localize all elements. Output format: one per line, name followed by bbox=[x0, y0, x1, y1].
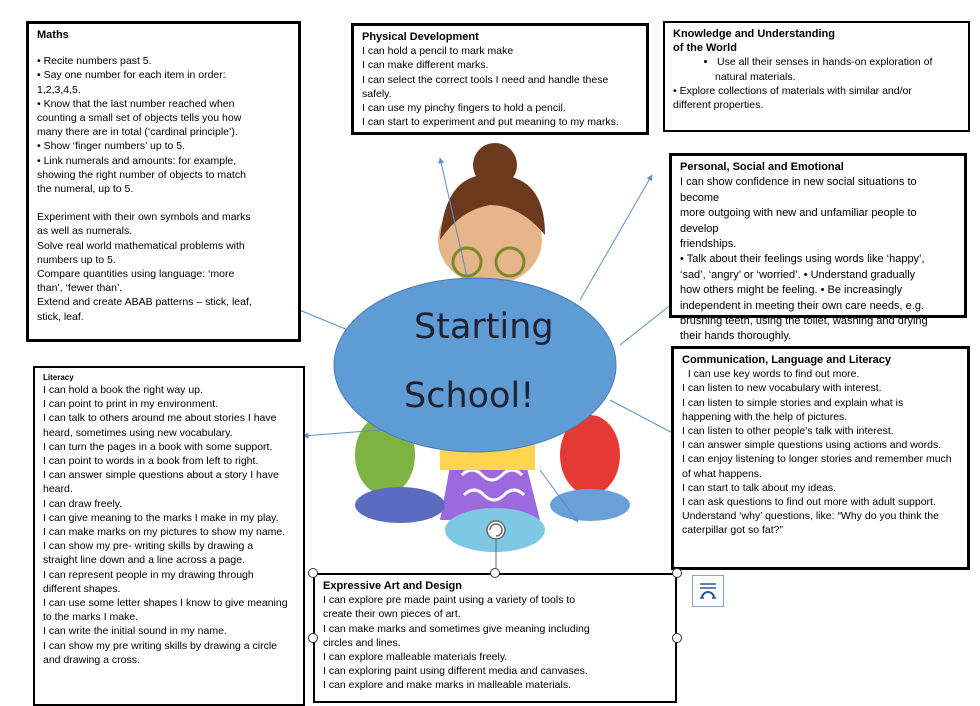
resize-handle-middle-left[interactable] bbox=[308, 633, 318, 643]
cll-line: I can listen to simple stories and explain what is bbox=[682, 396, 904, 409]
literacy-line: I can point to words in a book from left to right. bbox=[43, 455, 259, 468]
cll-line: of what happens. bbox=[682, 467, 762, 480]
physical-title: Physical Development bbox=[362, 31, 479, 43]
pse-line: how others might be feeling. • Be increasingly bbox=[680, 284, 903, 297]
literacy-line: I can show my pre writing skills by drawing a circle bbox=[43, 639, 277, 652]
maths-list bbox=[37, 54, 290, 324]
knowledge-understanding-box bbox=[663, 21, 970, 132]
physical-development-box bbox=[351, 23, 649, 135]
literacy-line: I can make marks on my pictures to show my name. bbox=[43, 526, 286, 539]
maths-line: showing the right number of objects to match bbox=[37, 168, 246, 181]
kuw-bullet-cont: natural materials. bbox=[715, 70, 796, 83]
pse-line: I can show confidence in new social situations to become bbox=[680, 176, 920, 204]
resize-handle-top-center[interactable] bbox=[490, 568, 500, 578]
literacy-line: I can give meaning to the marks I make in my play. bbox=[43, 511, 279, 524]
resize-handle-top-left[interactable] bbox=[308, 568, 318, 578]
ead-line: I can explore malleable materials freely. bbox=[323, 651, 508, 664]
kuw-title-line2: of the World bbox=[673, 42, 737, 55]
kuw-line: • Explore collections of materials with similar and/or bbox=[673, 84, 912, 97]
center-title-line1: Starting bbox=[414, 307, 554, 347]
maths-line: counting a small set of objects tells you how bbox=[37, 112, 242, 125]
literacy-line: straight line down and a line across a page. bbox=[43, 554, 245, 567]
maths-line: Compare quantities using language: ‘more bbox=[37, 268, 235, 281]
ead-line: create their own pieces of art. bbox=[323, 608, 461, 621]
cll-line: I can use key words to find out more. bbox=[682, 368, 860, 381]
literacy-line: different shapes. bbox=[43, 582, 121, 595]
literacy-line: I can turn the pages in a book with some support. bbox=[43, 440, 273, 453]
literacy-line: heard, sometimes using new vocabulary. bbox=[43, 426, 233, 439]
pse-line: friendships. bbox=[680, 238, 737, 251]
physical-line: I can make different marks. bbox=[362, 59, 489, 72]
literacy-line: and drawing a cross. bbox=[43, 653, 140, 666]
personal-social-emotional-box bbox=[669, 153, 967, 343]
literacy-line: to the marks I make. bbox=[43, 611, 139, 624]
physical-line: I can use my pinchy fingers to hold a pencil. bbox=[362, 102, 566, 115]
physical-line: safely. bbox=[362, 87, 392, 100]
cll-line: I can start to talk about my ideas. bbox=[682, 481, 837, 494]
ead-line: I can explore and make marks in malleable materials. bbox=[323, 679, 572, 692]
ead-title: Expressive Art and Design bbox=[323, 580, 462, 592]
expressive-art-design-box[interactable] bbox=[313, 573, 677, 703]
cll-line: I can ask questions to find out more with adult support. bbox=[682, 496, 936, 509]
literacy-line: I can write the initial sound in my name. bbox=[43, 625, 227, 638]
literacy-line: I can show my pre- writing skills by drawing a bbox=[43, 540, 254, 553]
maths-line: Extend and create ABAB patterns – stick, leaf, bbox=[37, 296, 252, 309]
kuw-bullet: • Use all their senses in hands-on exploration of bbox=[717, 55, 960, 69]
maths-line: 1,2,3,4,5. bbox=[37, 83, 81, 96]
cll-line: Understand ‘why’ questions, like: “Why do you think the bbox=[682, 510, 939, 523]
maths-line: • Know that the last number reached when bbox=[37, 97, 235, 110]
physical-line: I can select the correct tools I need and handle these bbox=[362, 73, 609, 86]
kuw-title-line1: Knowledge and Understanding bbox=[673, 28, 835, 40]
pse-line: ‘sad’, ‘angry’ or ‘worried’. • Understand gradually bbox=[680, 268, 916, 281]
literacy-line: I can answer simple questions about a story I have bbox=[43, 469, 279, 482]
maths-line: the numeral, up to 5. bbox=[37, 183, 134, 196]
maths-box bbox=[26, 21, 301, 342]
pse-line: independent in meeting their own care needs, e.g. bbox=[680, 299, 924, 312]
center-title-line2: School! bbox=[404, 376, 535, 416]
physical-line: I can hold a pencil to mark make bbox=[362, 45, 514, 58]
pse-title: Personal, Social and Emotional bbox=[680, 161, 844, 173]
literacy-line: I can draw freely. bbox=[43, 497, 123, 510]
resize-handle-top-right[interactable] bbox=[672, 568, 682, 578]
pse-line: • Talk about their feelings using words like ‘happy’, bbox=[680, 253, 925, 266]
pse-line: brushing teeth, using the toilet, washing and drying bbox=[680, 315, 928, 328]
literacy-line: I can use some letter shapes I know to give meaning bbox=[43, 597, 288, 610]
pse-line: more outgoing with new and unfamiliar people to develop bbox=[680, 207, 920, 235]
ead-line: I can explore pre made paint using a variety of tools to bbox=[323, 594, 576, 607]
maths-line: as well as numerals. bbox=[37, 225, 133, 238]
literacy-line: I can talk to others around me about stories I have bbox=[43, 412, 277, 425]
pse-line: their hands thoroughly. bbox=[680, 330, 792, 343]
maths-line: Solve real world mathematical problems with bbox=[37, 239, 245, 252]
ead-line: I can exploring paint using different media and canvases. bbox=[323, 665, 588, 678]
ead-line: I can make marks and sometimes give meaning including bbox=[323, 622, 590, 635]
cll-line: I can listen to other people’s talk with interest. bbox=[682, 425, 894, 438]
rotate-handle-icon[interactable] bbox=[487, 521, 505, 539]
ead-line: circles and lines. bbox=[323, 636, 401, 649]
cll-line: I can enjoy listening to longer stories and remember much bbox=[682, 453, 952, 466]
maths-line: than’, ‘fewer than’. bbox=[37, 282, 123, 295]
literacy-line: I can represent people in my drawing through bbox=[43, 568, 254, 581]
maths-line: numbers up to 5. bbox=[37, 253, 116, 266]
maths-line: many there are in total (‘cardinal principle’). bbox=[37, 126, 238, 139]
resize-handle-middle-right[interactable] bbox=[672, 633, 682, 643]
cll-line: I can listen to new vocabulary with interest. bbox=[682, 382, 882, 395]
maths-line: • Recite numbers past 5. bbox=[37, 55, 152, 68]
maths-line: • Show ‘finger numbers’ up to 5. bbox=[37, 140, 186, 153]
kuw-line: different properties. bbox=[673, 99, 764, 112]
cll-line: I can answer simple questions using actions and words. bbox=[682, 439, 942, 452]
literacy-line: I can hold a book the right way up. bbox=[43, 384, 203, 396]
physical-line: I can start to experiment and put meaning to my marks. bbox=[362, 116, 619, 129]
maths-line: • Link numerals and amounts: for example, bbox=[37, 154, 237, 167]
layout-options-icon[interactable] bbox=[692, 575, 724, 607]
literacy-box bbox=[33, 366, 305, 706]
literacy-line: I can point to print in my environment. bbox=[43, 398, 219, 411]
maths-line: • Say one number for each item in order: bbox=[37, 69, 226, 82]
communication-language-box bbox=[671, 346, 970, 570]
central-oval bbox=[334, 278, 616, 452]
literacy-line: heard. bbox=[43, 483, 73, 496]
maths-title: Maths bbox=[37, 29, 69, 41]
maths-line: Experiment with their own symbols and marks bbox=[37, 211, 251, 224]
kuw-bullet-list bbox=[717, 55, 960, 69]
literacy-title: Literacy bbox=[43, 373, 74, 382]
cll-line: caterpillar got so fat?” bbox=[682, 524, 783, 537]
cll-line: happening with the help of pictures. bbox=[682, 410, 848, 423]
maths-line: stick, leaf. bbox=[37, 310, 84, 323]
cll-title: Communication, Language and Literacy bbox=[682, 354, 892, 366]
